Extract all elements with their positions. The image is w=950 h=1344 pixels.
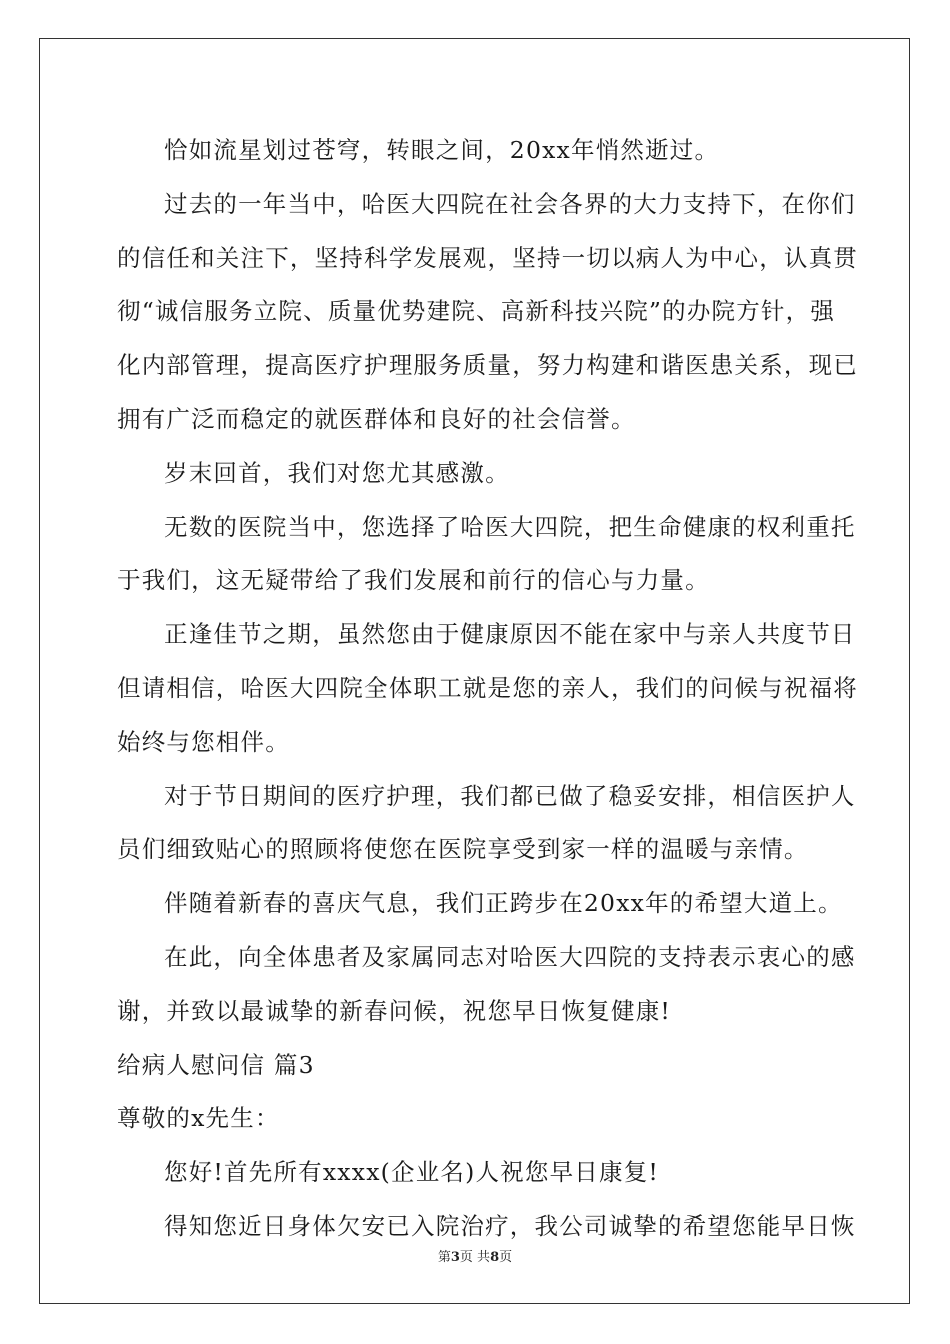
paragraph-line: 岁末回首，我们对您尤其感激。 xyxy=(164,458,510,487)
document-body xyxy=(117,124,858,1254)
paragraph-line: 始终与您相伴。 xyxy=(117,727,290,756)
paragraph-line: 的信任和关注下，坚持科学发展观，坚持一切以病人为中心，认真贯 xyxy=(117,243,858,272)
paragraph-line: 谢，并致以最诚挚的新春问候，祝您早日恢复健康! xyxy=(117,996,672,1025)
footer-mid: 页 共 xyxy=(459,1250,491,1265)
paragraph-line: 无数的医院当中，您选择了哈医大四院，把生命健康的权利重托 xyxy=(164,512,856,541)
section-heading: 给病人慰问信 篇3 xyxy=(117,1050,315,1079)
paragraph-line: 得知您近日身体欠安已入院治疗，我公司诚挚的希望您能早日恢 xyxy=(164,1211,856,1240)
paragraph-line: 恰如流星划过苍穹，转眼之间，20xx年悄然逝过。 xyxy=(164,136,720,164)
paragraph-line: 但请相信，哈医大四院全体职工就是您的亲人，我们的问候与祝福将 xyxy=(117,673,858,702)
footer-suffix: 页 xyxy=(499,1250,513,1265)
paragraph-line: 正逢佳节之期，虽然您由于健康原因不能在家中与亲人共度节日 xyxy=(164,620,856,649)
paragraph-line: 拥有广泛而稳定的就医群体和良好的社会信誉。 xyxy=(117,404,636,433)
total-page-count: 8 xyxy=(490,1250,500,1265)
paragraph-line: 彻“诚信服务立院、质量优势建院、高新科技兴院”的办院方针，强 xyxy=(117,297,836,326)
paragraph-line: 过去的一年当中，哈医大四院在社会各界的大力支持下，在你们 xyxy=(164,189,856,218)
paragraph-line: 对于节日期间的医疗护理，我们都已做了稳妥安排，相信医护人 xyxy=(164,781,856,810)
paragraph-line: 您好!首先所有xxxx(企业名)人祝您早日康复! xyxy=(164,1158,660,1187)
paragraph-line: 伴随着新春的喜庆气息，我们正跨步在20xx年的希望大道上。 xyxy=(164,889,843,918)
paragraph-line: 于我们，这无疑带给了我们发展和前行的信心与力量。 xyxy=(117,566,710,595)
footer-prefix: 第 xyxy=(437,1250,451,1265)
paragraph-line: 化内部管理，提高医疗护理服务质量，努力构建和谐医患关系，现已 xyxy=(117,351,858,380)
paragraph-line: 在此，向全体患者及家属同志对哈医大四院的支持表示衷心的感 xyxy=(164,942,856,971)
paragraph-line: 员们细致贴心的照顾将使您在医院享受到家一样的温暖与亲情。 xyxy=(117,835,809,864)
current-page-number: 3 xyxy=(450,1250,460,1265)
page-footer xyxy=(0,1246,950,1265)
salutation: 尊敬的x先生： xyxy=(117,1104,280,1133)
